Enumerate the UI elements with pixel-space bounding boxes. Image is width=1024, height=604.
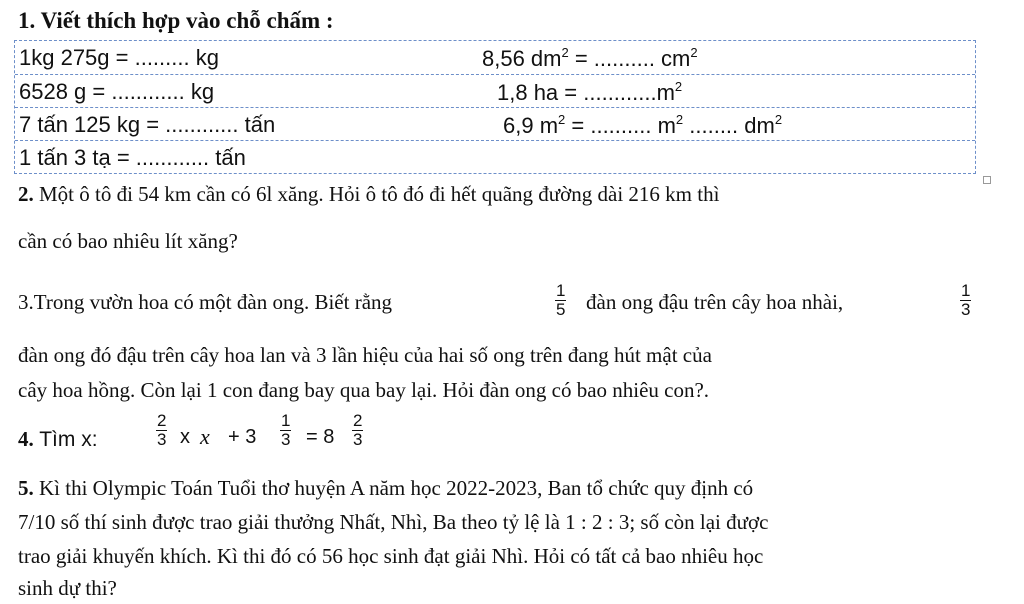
table-cell-right: 6,9 $m^2$ = .......... $m^2$ ........ $dm^2$ (503, 112, 783, 138)
table-cell-left: 1 tấn 3 tạ = ............ tấn (19, 145, 246, 170)
ex3-line-2: đàn ong đó đậu trên cây hoa lan và 3 lần hiệu của hai số ong trên đang hút mật của (18, 343, 712, 367)
ex5-label: 5. (18, 476, 34, 500)
ex5-line-3: trao giải khuyến khích. Kì thi đó có 56 học sinh đạt giải Nhì. Hỏi có tất cả bao nhiêu học (18, 544, 764, 568)
ex5-line-1: 5. Kì thi Olympic Toán Tuổi thơ huyện A năm học 2022-2023, Ban tổ chức quy định có (18, 476, 754, 500)
ex3-line-1b: đàn ong đậu trên cây hoa nhài, (586, 290, 844, 314)
ex4-label-line: 4. Tìm x: (18, 427, 98, 451)
fraction-one-third: $\frac{1}{3}$ (281, 411, 291, 449)
table-row (15, 141, 975, 173)
table-row (15, 75, 975, 108)
fraction-one-fifth: $\frac{1}{5}$ (556, 281, 566, 319)
table-row (15, 41, 975, 75)
ex5-line-2: 7/10 số thí sinh được trao giải thưởng Nhất, Nhì, Ba theo tỷ lệ là 1 : 2 : 3; số còn lại được (18, 510, 769, 534)
plus-three: + 3 (228, 426, 257, 448)
ex2-line-2: cần có bao nhiêu lít xăng? (18, 229, 238, 253)
ex4-label: 4. (18, 427, 34, 451)
variable-x: x (200, 424, 210, 449)
ex3-line-1a: 3.Trong vườn hoa có một đàn ong. Biết rằng (18, 290, 393, 314)
ex5-line-4: sinh dự thi? (18, 576, 117, 600)
ex3-line-3: cây hoa hồng. Còn lại 1 con đang bay qua bay lại. Hỏi đàn ong có bao nhiêu con?. (18, 378, 710, 402)
ex1-heading: 1. Viết thích hợp vào chỗ chấm : (18, 8, 334, 33)
ex2-label: 2. (18, 182, 34, 206)
fraction-two-thirds: $\frac{2}{3}$ (157, 411, 167, 449)
fraction-one-third: $\frac{1}{3}$ (961, 281, 971, 319)
table-cell-right: 1,8 ha = $............m^2$ (497, 79, 683, 105)
table-cell-left: 7 tấn 125 kg = ............ tấn (19, 112, 276, 137)
multiply-sign: x (180, 426, 190, 448)
table-cell-right: 8,56 $dm^2$ = .......... $cm^2$ (482, 45, 698, 71)
ex2-line-1: 2. Một ô tô đi 54 km cần có 6l xăng. Hỏi ô tô đó đi hết quãng đường dài 216 km thì (18, 182, 720, 206)
equals-eight: = 8 (306, 426, 335, 448)
fraction-two-thirds: $\frac{2}{3}$ (353, 411, 363, 449)
conversion-table (14, 40, 976, 174)
object-anchor-icon (983, 176, 991, 184)
table-cell-left: 1kg 275g = ......... kg (19, 45, 219, 70)
table-cell-left: 6528 g = ............ kg (19, 79, 215, 104)
table-row (15, 108, 975, 141)
